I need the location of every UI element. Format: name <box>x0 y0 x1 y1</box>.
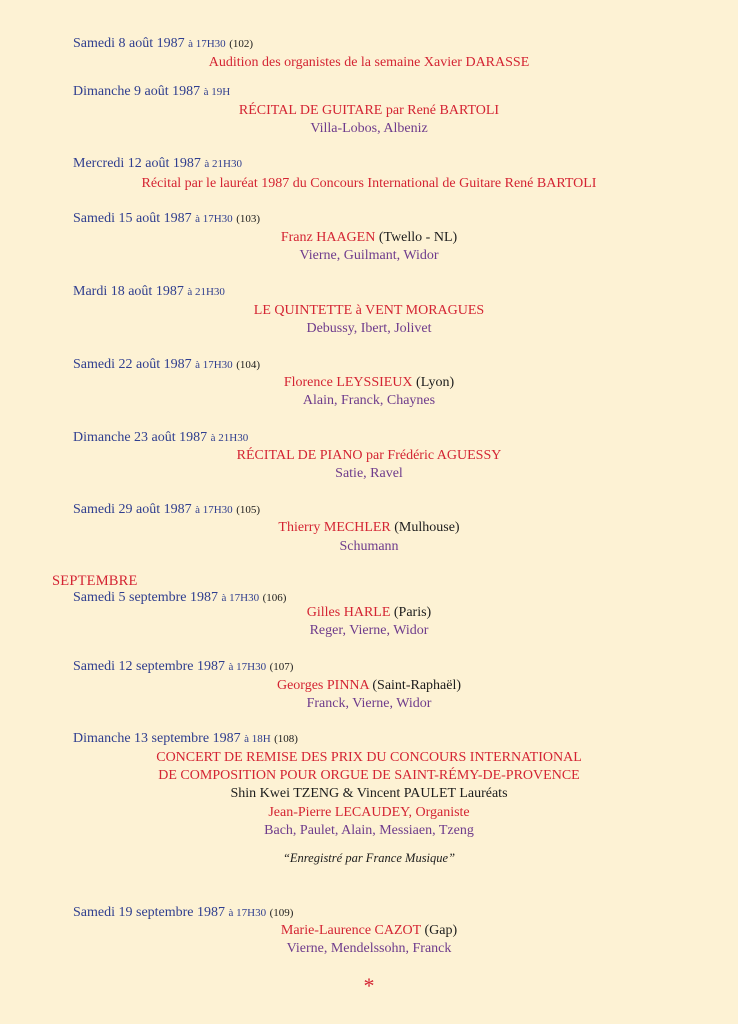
event-time: à 17H30 <box>195 504 233 516</box>
event-detail-line <box>0 539 738 555</box>
event-date-line <box>73 156 242 172</box>
event-date: Samedi 22 août 1987 <box>73 357 192 372</box>
event-number: (107) <box>269 661 294 673</box>
event-date: Samedi 19 septembre 1987 <box>73 905 226 920</box>
event-detail-text: Vierne, Mendelssohn, Franck <box>286 941 452 956</box>
event-date-line <box>73 659 293 675</box>
event-detail-line <box>0 176 738 192</box>
event-time: à 21H30 <box>204 158 242 170</box>
end-asterisk: * <box>363 973 375 998</box>
event-date-line <box>73 430 248 446</box>
event-date-line <box>73 284 225 300</box>
event-date: Samedi 15 août 1987 <box>73 211 192 226</box>
event-time: à 17H30 <box>228 907 267 919</box>
event-detail-text: Shin Kwei TZENG & Vincent PAULET Lauréats <box>230 786 508 801</box>
event-detail-line <box>0 321 738 337</box>
event-detail-text: Alain, Franck, Chaynes <box>302 393 436 408</box>
performer-origin: (Twello - NL) <box>375 230 458 245</box>
event-detail-text: Franz HAAGEN <box>280 230 376 245</box>
event-detail-line <box>0 823 738 839</box>
event-date: Dimanche 13 septembre 1987 <box>73 731 241 746</box>
event-detail-line <box>0 375 738 391</box>
event-date: Samedi 29 août 1987 <box>73 502 192 517</box>
event-detail-line <box>0 466 738 482</box>
event-detail-text: RÉCITAL DE PIANO par Frédéric AGUESSY <box>236 448 502 463</box>
performer-origin: (Paris) <box>390 605 432 620</box>
event-number: (103) <box>236 213 261 225</box>
event-time: à 18H <box>244 733 271 745</box>
event-detail-line <box>0 121 738 137</box>
event-number: (109) <box>269 907 294 919</box>
event-time: à 17H30 <box>195 359 233 371</box>
event-date-line <box>73 905 293 921</box>
event-detail-line <box>0 696 738 712</box>
event-detail-text: LE QUINTETTE à VENT MORAGUES <box>253 303 485 318</box>
event-date-line <box>73 731 298 747</box>
performer-origin: (Gap) <box>420 923 458 938</box>
event-detail-text: Vierne, Guilmant, Widor <box>299 248 439 263</box>
event-number: (104) <box>236 359 261 371</box>
event-detail-text: Jean-Pierre LECAUDEY, Organiste <box>268 805 470 820</box>
event-detail-text: Georges PINNA <box>276 678 369 693</box>
event-date-line <box>73 357 260 373</box>
event-detail-line <box>0 768 738 784</box>
event-number: (106) <box>262 592 287 604</box>
event-detail-line <box>0 923 738 939</box>
event-time: à 17H30 <box>221 592 260 604</box>
event-detail-text: Debussy, Ibert, Jolivet <box>306 321 432 336</box>
event-date-line <box>73 36 253 52</box>
performer-origin: (Lyon) <box>412 375 455 390</box>
event-detail-line <box>0 103 738 119</box>
event-detail-line <box>0 623 738 639</box>
event-detail-text: DE COMPOSITION POUR ORGUE DE SAINT-RÉMY-DE-PROVENCE <box>158 768 580 783</box>
event-date-line <box>73 211 260 227</box>
event-date: Samedi 8 août 1987 <box>73 36 185 51</box>
event-detail-text: “Enregistré par France Musique” <box>282 851 456 865</box>
event-detail-text: Reger, Vierne, Widor <box>309 623 429 638</box>
event-detail-text: Récital par le lauréat 1987 du Concours International de Guitare René BARTOLI <box>141 176 597 191</box>
event-detail-line <box>0 55 738 71</box>
event-detail-text: Villa-Lobos, Albeniz <box>310 121 428 136</box>
event-detail-text: CONCERT DE REMISE DES PRIX DU CONCOURS INTERNATIONAL <box>156 750 582 765</box>
event-detail-line <box>0 805 738 821</box>
event-date: Dimanche 23 août 1987 <box>73 430 208 445</box>
event-date-line <box>73 502 260 518</box>
event-detail-text: Florence LEYSSIEUX <box>283 375 413 390</box>
event-detail-line <box>0 941 738 957</box>
event-date: Mercredi 12 août 1987 <box>73 156 201 171</box>
event-time: à 17H30 <box>188 38 226 50</box>
event-detail-text: Marie-Laurence CAZOT <box>280 923 421 938</box>
event-number: (105) <box>236 504 261 516</box>
event-detail-line <box>0 786 738 802</box>
event-time: à 21H30 <box>210 432 249 444</box>
event-detail-line <box>0 393 738 409</box>
event-number: (102) <box>229 38 254 50</box>
event-detail-text: Audition des organistes de la semaine Xavier DARASSE <box>208 55 530 70</box>
event-date: Samedi 12 septembre 1987 <box>73 659 226 674</box>
event-time: à 19H <box>203 86 231 98</box>
event-detail-line <box>0 303 738 319</box>
event-detail-line <box>0 448 738 464</box>
performer-origin: (Saint-Raphaël) <box>368 678 462 693</box>
event-date: Dimanche 9 août 1987 <box>73 84 201 99</box>
event-time: à 21H30 <box>187 286 225 298</box>
section-heading: SEPTEMBRE <box>52 573 138 589</box>
event-detail-text: Franck, Vierne, Widor <box>306 696 432 711</box>
event-detail-line <box>0 678 738 694</box>
event-number: (108) <box>274 733 298 745</box>
event-date-line <box>73 84 230 100</box>
performer-origin: (Mulhouse) <box>390 520 460 535</box>
event-time: à 17H30 <box>228 661 267 673</box>
event-date: Samedi 5 septembre 1987 <box>73 590 219 605</box>
event-detail-line <box>0 605 738 621</box>
event-detail-text: Satie, Ravel <box>335 466 403 481</box>
event-detail-line <box>0 248 738 264</box>
event-date-line <box>73 590 286 606</box>
broadcast-note <box>0 851 738 866</box>
event-detail-line <box>0 750 738 766</box>
event-time: à 17H30 <box>195 213 233 225</box>
event-detail-text: Bach, Paulet, Alain, Messiaen, Tzeng <box>264 823 474 838</box>
event-detail-line <box>0 230 738 246</box>
event-detail-line <box>0 520 738 536</box>
event-detail-text: Gilles HARLE <box>306 605 391 620</box>
event-detail-text: RÉCITAL DE GUITARE par René BARTOLI <box>238 103 500 118</box>
event-detail-text: Thierry MECHLER <box>278 520 391 535</box>
event-date: Mardi 18 août 1987 <box>73 284 184 299</box>
event-detail-text: Schumann <box>339 539 399 554</box>
